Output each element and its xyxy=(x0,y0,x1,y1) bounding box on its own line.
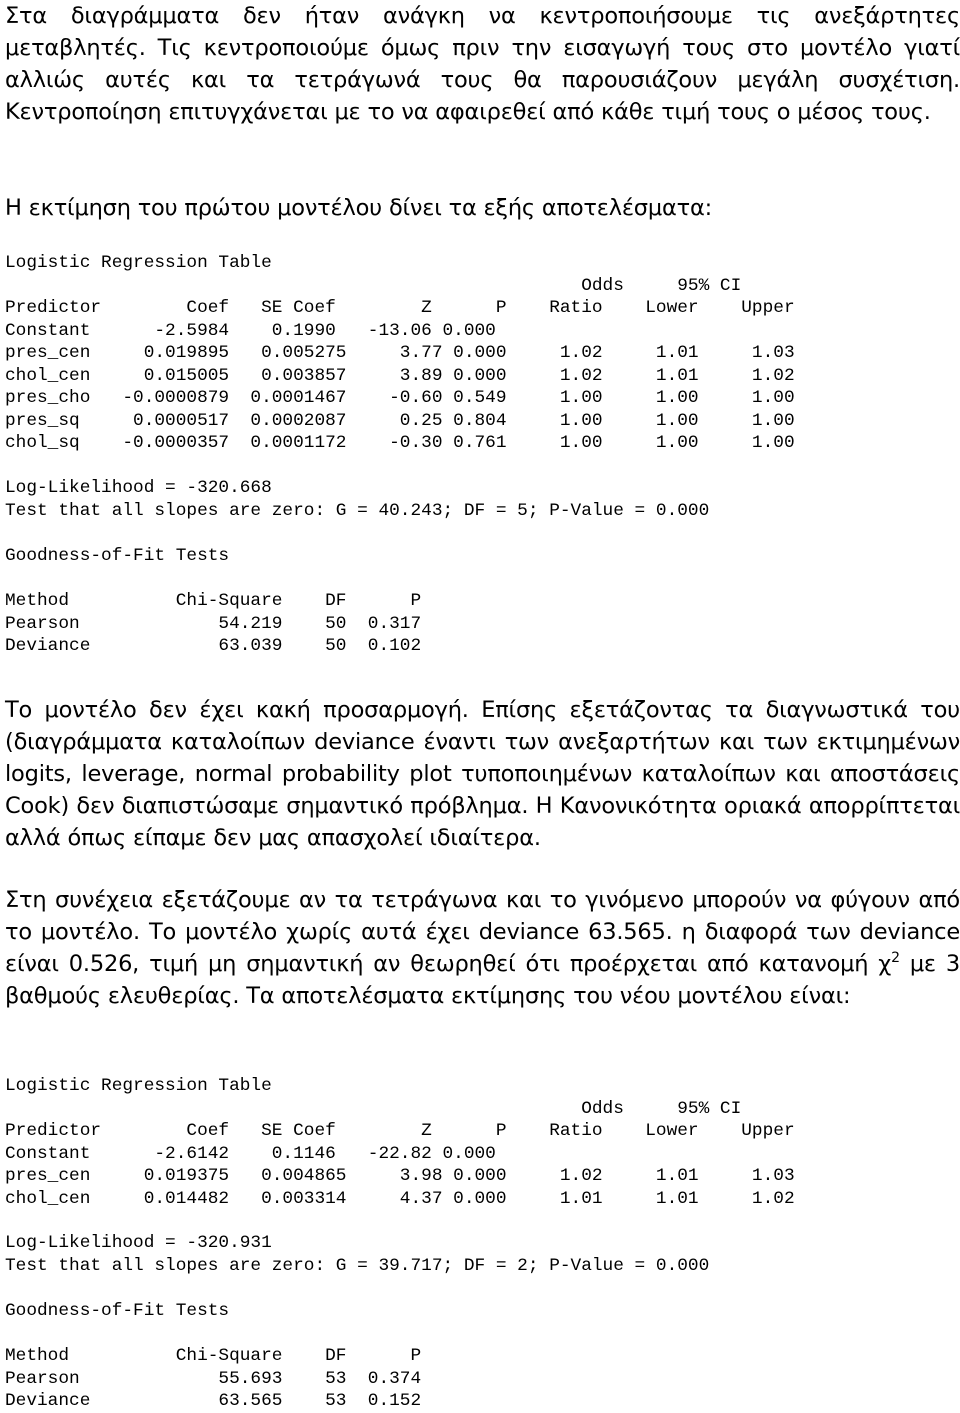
intro-paragraph: Στα διαγράμματα δεν ήταν ανάγκη να κεντροποιήσουμε τις ανεξάρτητες μεταβλητές. Τις κεντροποιούμε όμως πριν την εισαγωγή τους στο μοντέλο γιατί αλλιώς αυτές και τα τετράγωνά τους θα παρουσιάζουν μεγάλη συσχέτιση. Κεντροποίηση επιτυγχάνεται με το να αφαιρεθεί από κάθε τιμή τους ο μέσος τους. xyxy=(5,3,960,125)
first-model-intro: Η εκτίμηση του πρώτου μοντέλου δίνει τα εξής αποτελέσματα: xyxy=(5,195,712,221)
regression-table-2: Logistic Regression Table Odds 95% CI Predictor Coef SE Coef Z P Ratio Lower Upper Constant -2.6142 0.1146 -22.82 0.000 pres_cen 0.019375 0.004865 3.98 0.000 1.02 1.01 1.03 chol_cen 0.014482 0.003314 4.37 0.000 1.01 1.01 1.02 xyxy=(5,1076,795,1209)
likelihood-block-1: Log-Likelihood = -320.668 Test that all slopes are zero: G = 40.243; DF = 5; P-Value = 0.000 xyxy=(5,478,710,521)
gof-title-2: Goodness-of-Fit Tests xyxy=(5,1301,230,1321)
likelihood-block-2: Log-Likelihood = -320.931 Test that all slopes are zero: G = 39.717; DF = 2; P-Value = 0.000 xyxy=(5,1233,710,1276)
next-paragraph-text-end: με 3 βαθμούς ελευθερίας. Τα αποτελέσματα εκτίμησης του νέου μοντέλου είναι: xyxy=(5,951,960,1009)
gof-table-2: Method Chi-Square DF P Pearson 55.693 53 0.374 Deviance 63.565 53 0.152 xyxy=(5,1346,422,1411)
next-model-paragraph xyxy=(5,884,960,1012)
gof-title-1: Goodness-of-Fit Tests xyxy=(5,546,230,566)
discussion-paragraph: Το μοντέλο δεν έχει κακή προσαρμογή. Επίσης εξετάζοντας τα διαγνωστικά του (διαγράμματα καταλοίπων deviance έναντι των ανεξαρτήτων και των εκτιμημένων logits, leverage, normal probability plot τυποποιημένων καταλοίπων και αποστάσεις Cook) δεν διαπιστώσαμε σημαντικό πρόβλημα. Η Κανονικότητα οριακά απορρίπτεται αλλά όπως είπαμε δεν μας απασχολεί ιδιαίτερα. xyxy=(5,697,960,851)
gof-table-1: Method Chi-Square DF P Pearson 54.219 50 0.317 Deviance 63.039 50 0.102 xyxy=(5,591,422,656)
next-paragraph-text: Στη συνέχεια εξετάζουμε αν τα τετράγωνα και το γινόμενο μπορούν να φύγουν από το μοντέλο. Το μοντέλο χωρίς αυτά έχει deviance 63.565. η διαφορά των deviance είναι 0.526, τιμή μη σημαντική αν θεωρηθεί ότι προέρχεται από κατανομή χ xyxy=(5,887,960,977)
chi-square-superscript: 2 xyxy=(891,950,900,966)
regression-table-1: Logistic Regression Table Odds 95% CI Predictor Coef SE Coef Z P Ratio Lower Upper Constant -2.5984 0.1990 -13.06 0.000 pres_cen 0.019895 0.005275 3.77 0.000 1.02 1.01 1.03 chol_cen 0.015005 0.003857 3.89 0.000 1.02 1.01 1.02 pres_cho -0.0000879 0.0001467 -0.60 0.549 1.00 1.00 1.00 pres_sq 0.0000517 0.0002087 0.25 0.804 1.00 1.00 1.00 chol_sq -0.0000357 0.0001172 -0.30 0.761 1.00 1.00 1.00 xyxy=(5,253,795,453)
